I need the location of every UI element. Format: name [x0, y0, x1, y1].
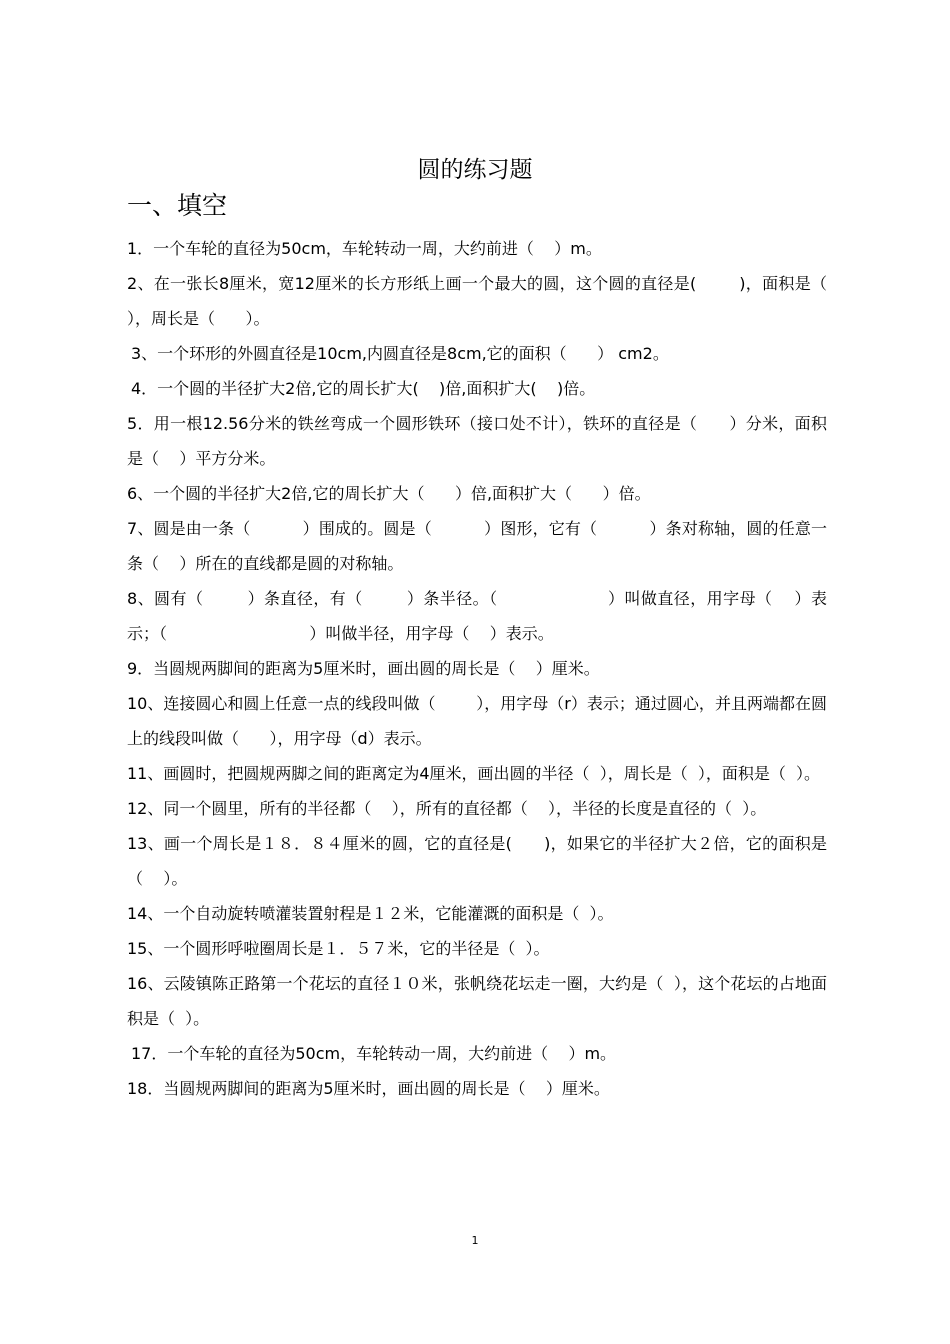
page-number: 1 — [471, 1234, 479, 1247]
question-item: 11、画圆时，把圆规两脚之间的距离定为4厘米，画出圆的半径（ ），周长是（ ），面积是（ ）。 — [127, 764, 821, 783]
question-list — [127, 231, 858, 1106]
question-item: 5．用一根12.56分米的铁丝弯成一个圆形铁环（接口处不计），铁环的直径是（ ）分米，面积是（ ）平方分米。 — [127, 414, 827, 468]
question-item: 17．一个车轮的直径为50cm，车轮转动一周，大约前进（ ）m。 — [131, 1044, 617, 1063]
question-item: 4．一个圆的半径扩大2倍,它的周长扩大( )倍,面积扩大( )倍。 — [131, 379, 596, 398]
question-item: 3、一个环形的外圆直径是10cm,内圆直径是8cm,它的面积（ ） cm2。 — [131, 344, 669, 363]
question-item: 12、同一个圆里，所有的半径都（ ），所有的直径都（ ），半径的长度是直径的（ ）。 — [127, 799, 767, 818]
question-item: 6、一个圆的半径扩大2倍,它的周长扩大（ ）倍,面积扩大（ ）倍。 — [127, 484, 651, 503]
question-item: 10、连接圆心和圆上任意一点的线段叫做（ ），用字母（r）表示；通过圆心，并且两端都在圆上的线段叫做（ ），用字母（d）表示。 — [127, 694, 827, 748]
question-item: 16、云陵镇陈正路第一个花坛的直径１０米，张帆绕花坛走一圈，大约是（ ），这个花坛的占地面积是（ ）。 — [127, 974, 827, 1028]
question-item: 2、在一张长8厘米，宽12厘米的长方形纸上画一个最大的圆，这个圆的直径是( )，面积是（ ），周长是（ ）。 — [127, 274, 858, 328]
question-item: 9．当圆规两脚间的距离为5厘米时，画出圆的周长是（ ）厘米。 — [127, 659, 600, 678]
question-item: 7、圆是由一条（ ）围成的。圆是（ ）图形，它有（ ）条对称轴，圆的任意一条（ ）所在的直线都是圆的对称轴。 — [127, 519, 827, 573]
question-item: 14、一个自动旋转喷灌装置射程是１２米，它能灌溉的面积是（ ）。 — [127, 904, 614, 923]
question-item: 8、圆有（ ）条直径，有（ ）条半径。（ ）叫做直径，用字母（ ）表示；（ ）叫做半径，用字母（ ）表示。 — [127, 589, 827, 643]
section-heading: 一、填空 — [127, 191, 228, 220]
question-item: 13、画一个周长是１８．８４厘米的圆，它的直径是( )，如果它的半径扩大２倍，它的面积是（ ）。 — [127, 834, 827, 888]
question-item: 18．当圆规两脚间的距离为5厘米时，画出圆的周长是（ ）厘米。 — [127, 1079, 610, 1098]
document-title: 圆的练习题 — [417, 157, 533, 183]
question-item: 1．一个车轮的直径为50cm，车轮转动一周，大约前进（ ）m。 — [127, 239, 602, 258]
question-item: 15、一个圆形呼啦圈周长是１．５７米，它的半径是（ ）。 — [127, 939, 550, 958]
